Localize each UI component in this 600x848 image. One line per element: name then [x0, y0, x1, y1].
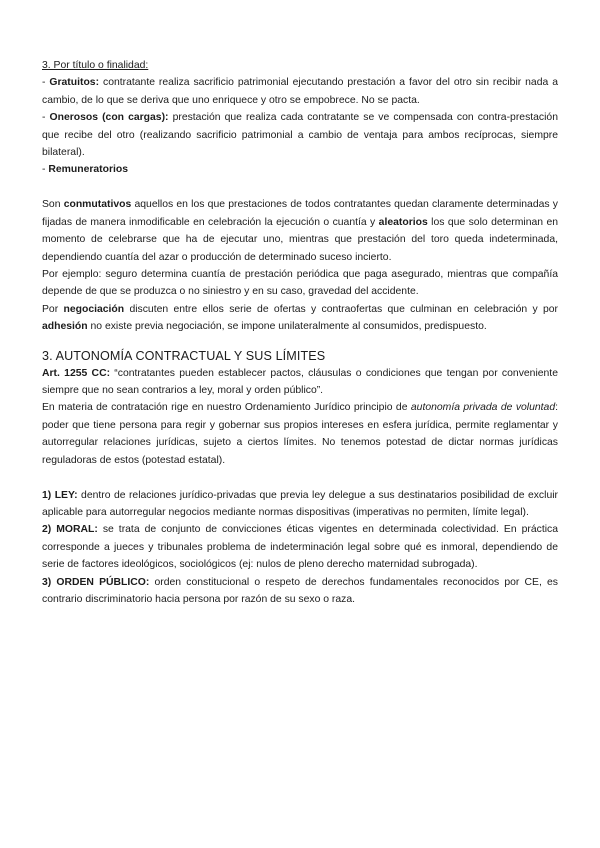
- term-conmutativos: conmutativos: [63, 199, 132, 211]
- paragraph-conmutativos: [42, 196, 558, 266]
- limit-ley: [42, 487, 558, 522]
- text-run: aquellos en los que prestaciones de todos contratantes quedan claramente determinadas y fijadas de manera inmodificable en celebración la ejecución o cuantía y: [42, 199, 558, 228]
- limit-label: 1) LEY:: [42, 489, 78, 501]
- section-heading-by-title: 3. Por título o finalidad:: [42, 60, 149, 71]
- limit-orden-publico: [42, 574, 558, 609]
- paragraph-example: Por ejemplo: seguro determina cuantía de prestación periódica que paga asegurado, mientras que compañía depende de que se produzca o no siniestro y en su caso, gravedad del accidente.: [42, 268, 558, 298]
- term-adhesion: adhesión: [42, 321, 88, 333]
- definition-onerosos: prestación que realiza cada contratante se ve compensada con contra-prestación que recibe del otro (realizando sacrificio patrimonial a cambio de ventaja para ambos recíprocas, siempre bilateral).: [42, 112, 558, 159]
- limit-text: dentro de relaciones jurídico-privadas que previa ley delegue a sus destinatarios posibilidad de excluir aplicable para autorregular negocios mediante normas dispositivas (imperativas no permiten, límite legal).: [42, 489, 558, 518]
- limit-moral: [42, 521, 558, 573]
- text-run: los que solo determinan en momento de celebrarse que ha de ejecutar uno, mientras que prestación del toro queda indeterminada, dependiendo cuantía del azar o producción de determinado suceso incierto.: [42, 216, 559, 263]
- item-onerosos: [42, 109, 558, 161]
- article-quote: “contratantes pueden establecer pactos, cláusulas o condiciones que tengan por conveniente siempre que no sean contrarios a ley, moral y orden público”.: [42, 367, 558, 396]
- article-1255: [42, 365, 558, 400]
- article-reference: Art. 1255 CC:: [42, 367, 111, 379]
- document-page: [42, 57, 558, 608]
- term-aleatorios: aleatorios: [378, 216, 428, 228]
- limit-text: se trata de conjunto de convicciones éticas vigentes en determinada colectividad. En práctica corresponde a jueces y tribunales problema de indeterminación legal sobre qué es inmoral, dependiendo de serie de factores ideológicos, sociológicos (ej: nulos de pleno derecho maternidad subrogada).: [42, 524, 558, 571]
- limit-label: 3) ORDEN PÚBLICO:: [42, 576, 150, 588]
- paragraph-autonomy-intro: [42, 399, 558, 469]
- text-run: En materia de contratación rige en nuestro Ordenamiento Jurídico principio de: [42, 402, 411, 414]
- text-run: no existe previa negociación, se impone unilateralmente al consumidos, predispuesto.: [87, 321, 487, 333]
- item-gratuitos: [42, 74, 558, 109]
- term-gratuitos: Gratuitos:: [49, 77, 100, 89]
- term-autonomia-privada: autonomía privada de voluntad: [410, 402, 556, 414]
- section-heading-autonomy: 3. AUTONOMÍA CONTRACTUAL Y SUS LÍMITES: [42, 348, 326, 363]
- text-run: Son: [42, 199, 64, 211]
- definition-gratuitos: contratante realiza sacrificio patrimonial ejecutando prestación a favor del otro sin recibir nada a cambio, de lo que se deriva que uno enriquece y otro se empobrece. No se pacta.: [42, 77, 558, 106]
- term-remuneratorios: Remuneratorios: [48, 164, 129, 176]
- text-run: : poder que tiene persona para regir y gobernar sus propios intereses en esfera jurídica, permite reglamentar y autorregular relaciones jurídicas, sujeto a ciertos límites. No tenemos potestad de dictar normas jurídicas reguladoras de estos (potestad estatal).: [42, 402, 558, 466]
- paragraph-negociacion: [42, 301, 558, 336]
- limit-text: orden constitucional o respeto de derechos fundamentales reconocidos por CE, es contrario discriminatorio hacia persona por razón de su sexo o raza.: [42, 576, 558, 605]
- term-onerosos: Onerosos (con cargas):: [49, 112, 169, 124]
- item-dash: -: [42, 164, 49, 176]
- limit-label: 2) MORAL:: [42, 524, 98, 536]
- item-dash: -: [42, 112, 50, 124]
- text-run: Por: [42, 303, 64, 315]
- item-remuneratorios: [42, 161, 558, 178]
- item-dash: -: [42, 77, 50, 89]
- term-negociacion: negociación: [63, 303, 125, 315]
- text-run: discuten entre ellos serie de ofertas y contraofertas que culminan en celebración y por: [124, 303, 558, 315]
